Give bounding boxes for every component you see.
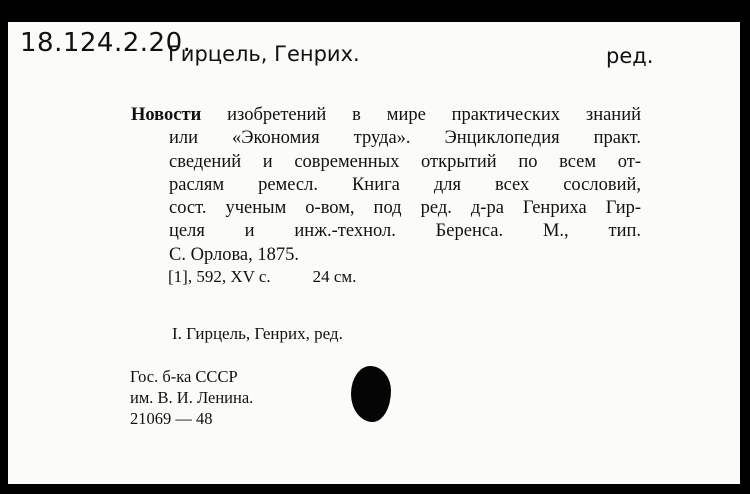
collation-size: 24 см. — [312, 267, 357, 286]
description-line: С. Орлова, 1875. — [169, 244, 300, 265]
bibliographic-description — [131, 104, 641, 267]
description-line: целя и инж.-технол. Беренса. М., тип. — [169, 221, 641, 242]
library-line: Гос. б-ка СССР — [130, 367, 238, 386]
description-line: сведений и современных открытий по всем от- — [169, 151, 641, 172]
description-line: или «Экономия труда». Энциклопедия практ. — [169, 128, 641, 149]
library-stamp-text — [130, 366, 253, 429]
collation-pages: [1], 592, XV с. — [168, 267, 271, 286]
tracing: I. Гирцель, Генрих, ред. — [172, 324, 343, 343]
catalog-card — [8, 22, 740, 484]
library-line: 21069 — 48 — [130, 409, 213, 428]
library-line: им. В. И. Ленина. — [130, 388, 254, 407]
description-line: раслям ремесл. Книга для всех сословий, — [169, 174, 641, 195]
collation — [168, 267, 398, 287]
description-line: Новости изобретений в мире практических знаний — [131, 105, 642, 125]
call-number: 18.124.2.20. — [20, 28, 192, 58]
author-handwritten: Гирцель, Генрих. — [168, 42, 360, 66]
description-line: сост. ученым о-вом, под ред. д-ра Генриха Гир- — [169, 198, 641, 219]
punch-hole-icon — [351, 366, 391, 422]
role-handwritten: ред. — [606, 44, 654, 68]
title-lead: Новости — [131, 105, 202, 125]
